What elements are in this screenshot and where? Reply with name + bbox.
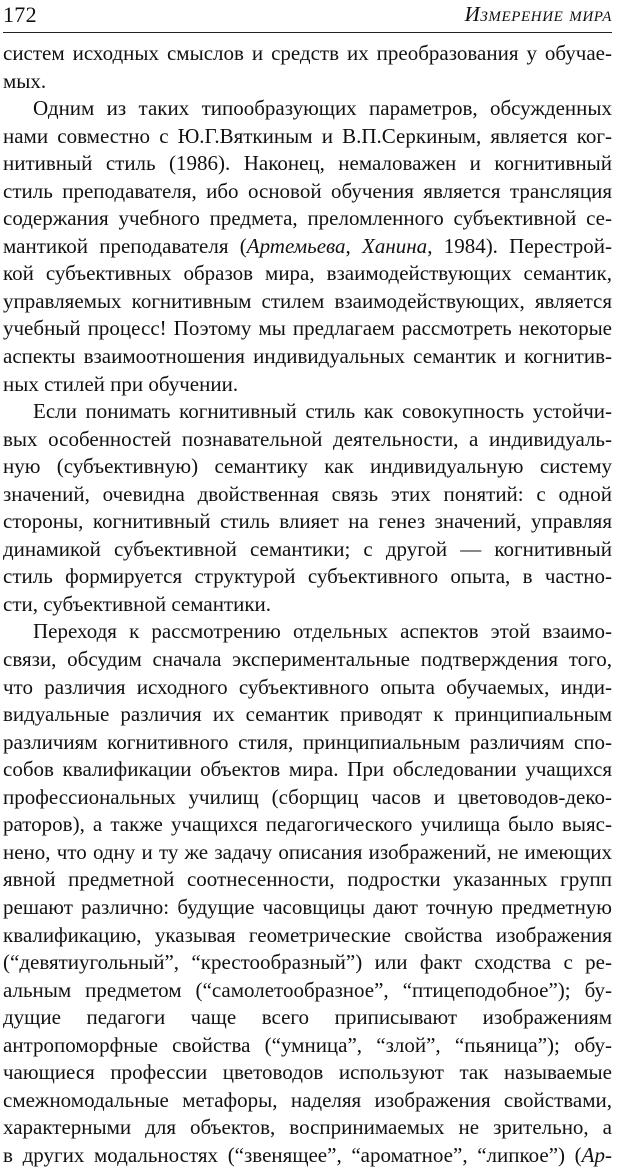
text-line: нами совместно с Ю.Г.Вяткиным и В.П.Серкиным, является ког- — [3, 123, 612, 148]
text-line: собов квалификации объектов мира. При обследовании учащихся — [3, 757, 612, 782]
text-line: стиль преподавателя, ибо основой обучения является трансляция — [3, 178, 612, 203]
text-line: ную (субъективную) семантику как индивидуальную систему — [3, 454, 612, 479]
text-line: систем исходных смыслов и средств их преобразования у обучае- — [3, 41, 612, 65]
text-line: аспекты взаимоотношения индивидуальных семантик и когнитив- — [3, 344, 612, 369]
text-line: стиль формируется структурой субъективного опыта, в частно- — [3, 564, 612, 589]
text-line: Переходя к рассмотрению отдельных аспектов этой взаимо- — [33, 619, 612, 644]
text-line: профессиональных училищ (сборщиц часов и цветоводов-деко- — [3, 784, 612, 809]
page-number: 172 — [3, 2, 37, 27]
text-line: антропоморфные свойства (“умница”, “злой”, “пьяница”); обу- — [3, 1032, 612, 1057]
text-line: смежномодальные метафоры, наделяя изображения свойствами, — [3, 1087, 612, 1112]
text-line: решают различно: будущие часовщицы дают точную предметную — [3, 894, 612, 919]
body-text — [3, 33, 612, 1169]
text-line: явной предметной соотнесенности, подростки указанных групп — [3, 867, 612, 892]
text-line: (“девятиугольный”, “крестообразный”) или факт сходства с ре- — [3, 950, 612, 975]
text-line: мантикой преподавателя (Артемьева, Ханина, 1984). Перестрой- — [3, 233, 612, 258]
text-line: ных стилей при обучении. — [3, 371, 239, 396]
text-line: кой субъективных образов мира, взаимодействующих семантик, — [3, 261, 612, 286]
page-header — [3, 0, 612, 33]
text-line: Одним из таких типообразующих параметров, обсужденных — [33, 96, 612, 121]
text-line: видуальные различия их семантик приводят к принципиальным — [3, 702, 612, 727]
text-line: нитивный стиль (1986). Наконец, немаловажен и когнитивный — [3, 151, 612, 176]
text-line: содержания учебного предмета, преломленного субъективной се- — [3, 206, 612, 231]
text-line: в других модальностях (“звенящее”, “ароматное”, “липкое”) (Ар- — [3, 1142, 612, 1167]
text-line: что различия исходного субъективного опыта обучаемых, инди- — [3, 674, 612, 699]
text-line: мых. — [3, 68, 47, 93]
text-line: связи, обсудим сначала экспериментальные подтверждения того, — [3, 647, 612, 672]
running-title: Измерение мира — [464, 2, 612, 26]
text-line: квалификацию, указывая геометрические свойства изображения — [3, 922, 612, 947]
text-line: значений, очевидна двойственная связь этих понятий: с одной — [3, 481, 612, 506]
text-line: вых особенностей познавательной деятельности, а индивидуаль- — [3, 426, 612, 451]
text-line: нено, что одну и ту же задачу описания изображений, не имеющих — [3, 839, 612, 864]
text-line: сти, субъективной семантики. — [3, 591, 272, 616]
text-line: альным предметом (“самолетообразное”, “птицеподобное”); бу- — [3, 977, 612, 1002]
text-line: динамикой субъективной семантики; с другой — когнитивный — [3, 536, 612, 561]
text-line: чающиеся профессии цветоводов используют так называемые — [3, 1060, 612, 1085]
text-line: различиям когнитивного стиля, принципиальным различиям спо- — [3, 729, 612, 754]
text-line: раторов), а также учащихся педагогического училища было выяс- — [3, 812, 612, 837]
text-line: дущие педагоги чаще всего приписывают изображениям — [3, 1005, 612, 1030]
text-line: учебный процесс! Поэтому мы предлагаем рассмотреть некоторые — [3, 316, 612, 341]
text-line: стороны, когнитивный стиль влияет на генез значений, управляя — [3, 509, 612, 534]
text-line: Если понимать когнитивный стиль как совокупность устойчи- — [33, 399, 612, 424]
text-line: управляемых когнитивным стилем взаимодействующих, является — [3, 288, 612, 313]
text-line: характерными для объектов, воспринимаемых не зрительно, а — [3, 1115, 612, 1140]
